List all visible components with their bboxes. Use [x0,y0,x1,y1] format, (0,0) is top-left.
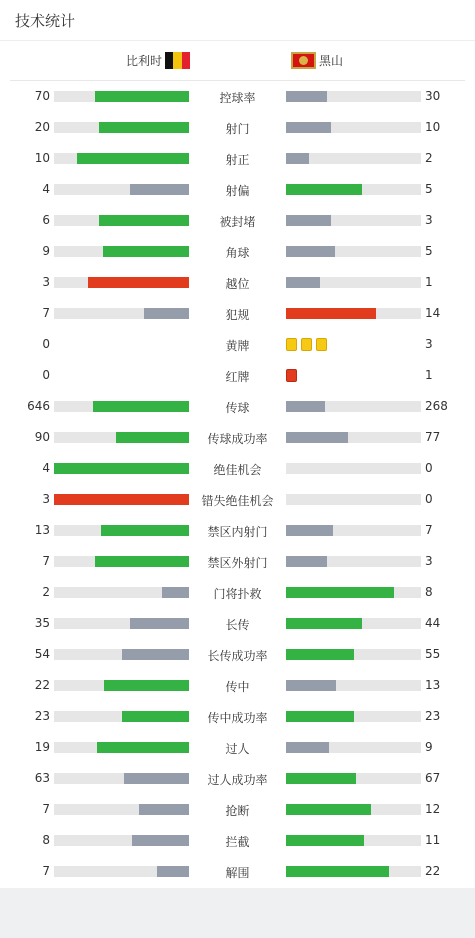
home-bar [54,494,189,505]
home-value: 7 [42,306,50,320]
home-bar-track [54,494,189,505]
away-value: 11 [425,833,441,847]
away-value: 268 [425,399,448,413]
stat-label: 过人 [225,742,250,756]
yellow-card-icon [286,338,297,351]
stat-row [0,639,475,670]
away-value: 0 [425,461,433,475]
away-value: 0 [425,492,433,506]
home-bar-track [54,122,189,133]
away-value: 30 [425,89,441,103]
home-bar [116,432,189,443]
away-bar-track [286,742,421,753]
stat-label: 传球 [225,401,250,415]
stat-row [0,174,475,205]
away-value: 10 [425,120,441,134]
away-bar [286,401,325,412]
away-bar [286,587,394,598]
stat-row [0,763,475,794]
home-bar [139,804,189,815]
home-value: 22 [34,678,50,692]
stat-label: 黄牌 [225,339,250,353]
away-bar-track [286,463,421,474]
away-bar-track [286,246,421,257]
home-value: 10 [34,151,50,165]
yellow-card-icon [301,338,312,351]
away-value: 3 [425,554,433,568]
home-bar [104,680,189,691]
away-value: 1 [425,275,433,289]
away-bar [286,122,331,133]
home-bar-track [54,153,189,164]
red-card-icon [286,369,297,382]
stat-row [0,267,475,298]
away-bar-track [286,277,421,288]
home-value: 4 [42,461,50,475]
away-bar-track [286,773,421,784]
stat-row [0,701,475,732]
away-bar-track [286,122,421,133]
stat-label: 过人成功率 [207,773,268,787]
stat-row [0,391,475,422]
home-bar [122,649,190,660]
home-bar [88,277,189,288]
home-bar [99,215,189,226]
away-value: 1 [425,368,433,382]
away-bar-track [286,680,421,691]
home-value: 3 [42,275,50,289]
home-bar [99,122,189,133]
stat-row [0,453,475,484]
home-bar-track [54,463,189,474]
away-bar [286,184,362,195]
away-bar-track [286,525,421,536]
away-bar-track [286,432,421,443]
away-cards [286,369,297,382]
away-bar [286,91,327,102]
away-value: 14 [425,306,441,320]
stats-list [0,81,475,887]
home-bar [93,401,189,412]
away-bar-track [286,618,421,629]
stat-row [0,236,475,267]
stat-label: 禁区内射门 [207,525,268,539]
away-team-name: 黑山 [319,54,344,68]
stat-label: 错失绝佳机会 [201,494,274,508]
stat-label: 长传 [225,618,250,632]
home-bar-track [54,432,189,443]
stat-label: 红牌 [225,370,250,384]
home-bar-track [54,773,189,784]
away-team[interactable] [291,52,343,69]
stat-row [0,298,475,329]
away-value: 23 [425,709,441,723]
home-bar-track [54,649,189,660]
home-bar-track [54,711,189,722]
away-bar-track [286,153,421,164]
home-bar-track [54,804,189,815]
stat-row [0,732,475,763]
stat-label: 越位 [225,277,250,291]
home-bar-track [54,866,189,877]
away-bar [286,556,327,567]
away-bar-track [286,711,421,722]
away-bar-track [286,91,421,102]
away-bar-track [286,401,421,412]
home-team-name: 比利时 [125,54,162,68]
home-bar [130,618,189,629]
home-bar [162,587,189,598]
away-value: 5 [425,244,433,258]
away-bar-track [286,494,421,505]
stat-row [0,670,475,701]
home-value: 9 [42,244,50,258]
home-value: 70 [34,89,50,103]
stat-row [0,856,475,887]
away-value: 7 [425,523,433,537]
home-value: 0 [42,368,50,382]
home-bar [103,246,189,257]
home-value: 8 [42,833,50,847]
home-value: 7 [42,864,50,878]
home-bar [77,153,189,164]
home-bar-track [54,680,189,691]
stat-row [0,794,475,825]
home-value: 7 [42,554,50,568]
away-bar-track [286,835,421,846]
home-bar-track [54,184,189,195]
away-bar-track [286,308,421,319]
stat-row [0,577,475,608]
home-bar-track [54,742,189,753]
stat-row [0,515,475,546]
stat-row [0,143,475,174]
stat-row [0,112,475,143]
away-bar [286,742,329,753]
away-bar [286,711,354,722]
away-cards [286,338,327,351]
home-bar-track [54,525,189,536]
away-bar-track [286,587,421,598]
away-bar [286,680,336,691]
home-bar [101,525,189,536]
away-bar [286,215,331,226]
home-value: 63 [34,771,50,785]
home-value: 90 [34,430,50,444]
away-value: 3 [425,213,433,227]
stat-row [0,81,475,112]
away-value: 67 [425,771,441,785]
away-bar [286,866,389,877]
stat-label: 射偏 [225,184,250,198]
away-value: 12 [425,802,441,816]
home-value: 6 [42,213,50,227]
away-bar-track [286,804,421,815]
home-bar [157,866,189,877]
away-bar [286,618,362,629]
home-bar [144,308,189,319]
stat-row [0,546,475,577]
home-value: 646 [27,399,50,413]
home-value: 7 [42,802,50,816]
home-bar-track [54,277,189,288]
away-value: 9 [425,740,433,754]
away-bar-track [286,866,421,877]
away-value: 55 [425,647,441,661]
away-value: 44 [425,616,441,630]
away-value: 5 [425,182,433,196]
stat-label: 传中 [225,680,250,694]
home-bar [95,556,190,567]
stat-label: 被封堵 [219,215,256,229]
stat-label: 解围 [225,866,250,880]
away-bar [286,804,371,815]
away-value: 13 [425,678,441,692]
stat-label: 门将扑救 [213,587,262,601]
away-bar [286,246,335,257]
home-bar [132,835,189,846]
stat-label: 角球 [225,246,250,260]
home-value: 3 [42,492,50,506]
away-value: 3 [425,337,433,351]
home-bar [95,91,190,102]
away-bar [286,649,354,660]
home-bar [122,711,190,722]
stat-label: 禁区外射门 [207,556,268,570]
home-bar-track [54,246,189,257]
home-bar [97,742,189,753]
home-bar [54,463,189,474]
home-value: 20 [34,120,50,134]
away-bar [286,432,348,443]
home-bar-track [54,401,189,412]
stat-label: 传球成功率 [207,432,268,446]
stat-row [0,422,475,453]
away-bar [286,308,376,319]
teams-header [10,41,465,81]
home-value: 2 [42,585,50,599]
stat-row [0,360,475,391]
away-bar-track [286,215,421,226]
stat-label: 射正 [225,153,250,167]
home-bar-track [54,91,189,102]
away-value: 22 [425,864,441,878]
away-bar-track [286,649,421,660]
stat-row [0,825,475,856]
title-bar [0,0,475,41]
belgium-flag-icon [165,52,190,69]
stat-label: 射门 [225,122,250,136]
montenegro-flag-icon [291,52,316,69]
stat-label: 控球率 [219,91,256,105]
home-value: 54 [34,647,50,661]
home-value: 0 [42,337,50,351]
home-bar-track [54,308,189,319]
away-bar [286,153,309,164]
stat-label: 传中成功率 [207,711,268,725]
home-team[interactable] [126,52,190,69]
away-value: 2 [425,151,433,165]
home-value: 19 [34,740,50,754]
home-value: 13 [34,523,50,537]
home-bar-track [54,587,189,598]
stat-label: 绝佳机会 [213,463,262,477]
home-value: 23 [34,709,50,723]
home-value: 35 [34,616,50,630]
stat-row [0,205,475,236]
away-value: 77 [425,430,441,444]
page-title: 技术统计 [15,11,76,30]
away-bar [286,277,320,288]
stat-row [0,484,475,515]
home-bar [130,184,189,195]
stat-row [0,329,475,360]
away-bar-track [286,184,421,195]
home-bar-track [54,835,189,846]
away-bar [286,773,356,784]
home-bar [124,773,189,784]
stat-label: 抢断 [225,804,250,818]
stat-label: 长传成功率 [207,649,268,663]
away-bar [286,835,364,846]
yellow-card-icon [316,338,327,351]
stat-label: 拦截 [225,835,250,849]
away-value: 8 [425,585,433,599]
home-bar-track [54,215,189,226]
away-bar [286,525,333,536]
stat-label: 犯规 [225,308,250,322]
away-bar-track [286,556,421,567]
home-value: 4 [42,182,50,196]
home-bar-track [54,556,189,567]
home-bar-track [54,618,189,629]
stat-row [0,608,475,639]
